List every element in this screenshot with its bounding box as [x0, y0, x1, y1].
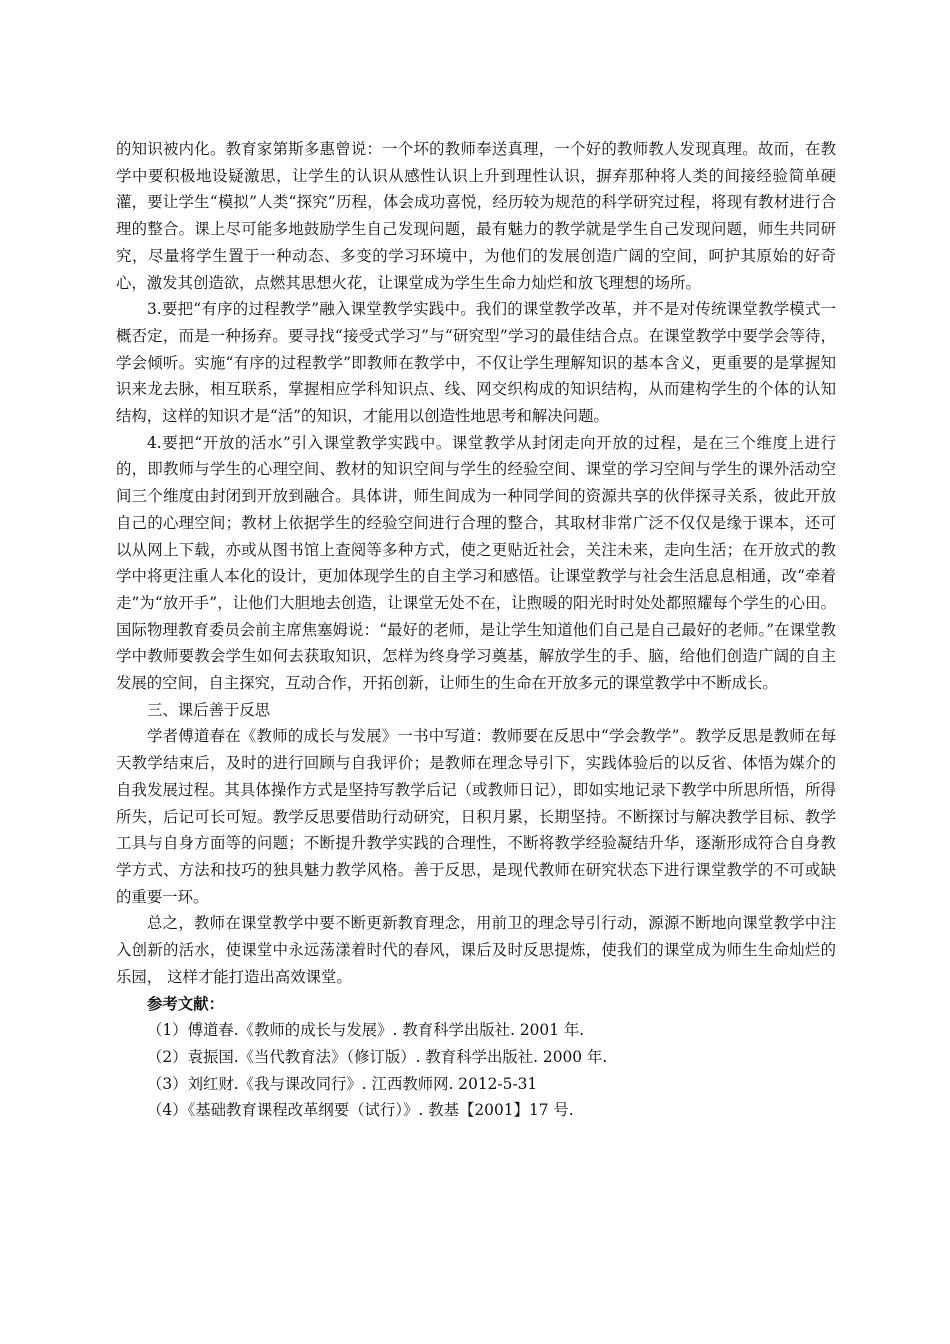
reference-item-1: （1）傅道春.《教师的成长与发展》. 教育科学出版社. 2001 年.	[147, 1021, 585, 1040]
body-paragraph-conclusion: 总之，教师在课堂教学中要不断更新教育理念，用前卫的理念导引行动，源源不断地向课堂教学中注入创新的活水，使课堂中永远荡漾着时代的春风，课后及时反思提炼，使我们的课堂成为师生生命灿烂的乐园， 这样才能打造出高效课堂。	[116, 914, 836, 986]
body-paragraph-reflection: 学者傅道春在《教师的成长与发展》一书中写道：教师要在反思中“学会教学”。教学反思是教师在每天教学结束后，及时的进行回顾与自我评价；是教师在理念导引下，实践体验后的以反省、体悟为媒介的自我发展过程。其具体操作方式是坚持写教学后记（或教师日记），即如实地记录下教学中所思所悟，所得所失，后记可长可短。教学反思要借助行动研究，日积月累，长期坚持。不断探讨与解决教学目标、教学工具与自身方面等的问题；不断提升教学实践的合理性，不断将教学经验凝结升华，逐渐形成符合自身教学方式、方法和技巧的独具魅力教学风格。善于反思，是现代教师在研究状态下进行课堂教学的不可或缺的重要一环。	[116, 727, 836, 906]
reference-item-3: （3）刘红财.《我与课改同行》. 江西教师网. 2012-5-31	[147, 1074, 538, 1093]
section-heading: 三、课后善于反思	[147, 700, 271, 719]
body-paragraph-point-3: 3.要把“有序的过程教学”融入课堂教学实践中。我们的课堂教学改革，并不是对传统课堂教学模式一概否定，而是一种扬弃。要寻找“接受式学习”与“研究型”学习的最佳结合点。在课堂教学中要学会等待，学会倾听。实施“有序的过程教学”即教师在教学中，不仅让学生理解知识的基本含义，更重要的是掌握知识来龙去脉，相互联系，掌握相应学科知识点、线、网交织构成的知识结构，从而建构学生的个体的认知结构，这样的知识才是“活”的知识，才能用以创造性地思考和解决问题。	[116, 300, 836, 426]
references-title: 参考文献：	[147, 994, 224, 1013]
reference-item-4: （4）《基础教育课程改革纲要（试行）》. 教基【2001】17 号.	[147, 1101, 574, 1120]
reference-item-2: （2）袁振国.《当代教育法》（修订版）. 教育科学出版社. 2000 年.	[147, 1047, 608, 1066]
document-body	[116, 136, 836, 1124]
body-paragraph-continuation: 的知识被内化。教育家第斯多惠曾说：一个坏的教师奉送真理，一个好的教师教人发现真理。故而，在教学中要积极地设疑激思，让学生的认识从感性认识上升到理性认识，摒弃那种将人类的间接经验简单硬灌，要让学生“模拟”人类“探究”历程，体会成功喜悦，经历较为规范的科学研究过程，将现有教材进行合理的整合。课上尽可能多地鼓励学生自己发现问题，最有魅力的教学就是学生自己发现问题，师生共同研究，尽量将学生置于一种动态、多变的学习环境中，为他们的发展创造广阔的空间，呵护其原始的好奇心，激发其创造欲，点燃其思想火花，让课堂成为学生生命力灿烂和放飞理想的场所。	[116, 140, 836, 292]
body-paragraph-point-4: 4.要把“开放的活水”引入课堂教学实践中。课堂教学从封闭走向开放的过程，是在三个维度上进行的，即教师与学生的心理空间、教材的知识空间与学生的经验空间、课堂的学习空间与学生的课外活动空间三个维度由封闭到开放到融合。具体讲，师生间成为一种同学间的资源共享的伙伴探寻关系，彼此开放自己的心理空间；教材上依据学生的经验空间进行合理的整合，其取材非常广泛不仅仅是缘于课本，还可以从网上下载，亦或从图书馆上查阅等多种方式，使之更贴近社会，关注未来，走向生活；在开放式的教学中将更注重人本化的设计，更加体现学生的自主学习和感悟。让课堂教学与社会生活息息相通，改“牵着走”为“放开手”，让他们大胆地去创造，让课堂无处不在，让煦暖的阳光时时处处都照耀每个学生的心田。国际物理教育委员会前主席焦塞姆说：“最好的老师，是让学生知道他们自己是自己最好的老师。”在课堂教学中教师要教会学生如何去获取知识，怎样为终身学习奠基，解放学生的手、脑，给他们创造广阔的自主发展的空间，自主探究，互动合作，开拓创新，让师生的生命在开放多元的课堂教学中不断成长。	[116, 433, 836, 693]
